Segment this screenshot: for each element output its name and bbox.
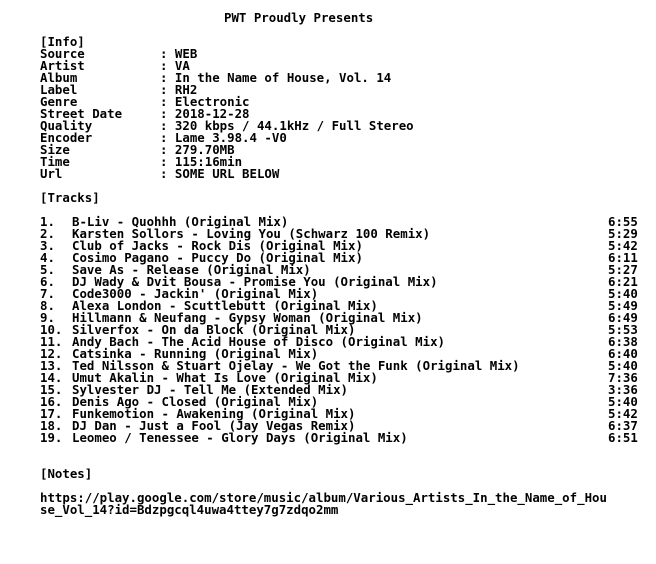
- track-name: Ted Nilsson & Stuart Ojelay - We Got the Funk (Original Mix): [72, 358, 520, 373]
- track-time: 5:27: [608, 262, 638, 277]
- track-name: Hillmann & Neufang - Gypsy Woman (Original Mix): [72, 310, 423, 325]
- track-time: 6:37: [608, 418, 638, 433]
- info-key: Street Date: [40, 106, 123, 121]
- info-key: Size: [40, 142, 70, 157]
- track-name: Silverfox - On da Block (Original Mix): [72, 322, 356, 337]
- track-name: DJ Wady & Dvit Bousa - Promise You (Original Mix): [72, 274, 438, 289]
- track-number: 17.: [40, 406, 63, 421]
- info-key: Album: [40, 70, 78, 85]
- info-value: : 2018-12-28: [160, 106, 250, 121]
- track-number: 18.: [40, 418, 63, 433]
- track-time: 6:21: [608, 274, 638, 289]
- notes-section-label: [Notes]: [40, 466, 93, 481]
- track-number: 9.: [40, 310, 55, 325]
- track-name: Umut Akalin - What Is Love (Original Mix): [72, 370, 378, 385]
- info-section-label: [Info]: [40, 34, 85, 49]
- track-time: 5:49: [608, 298, 638, 313]
- track-time: 5:40: [608, 286, 638, 301]
- track-number: 2.: [40, 226, 55, 241]
- track-name: Denis Ago - Closed (Original Mix): [72, 394, 319, 409]
- track-name: Funkemotion - Awakening (Original Mix): [72, 406, 356, 421]
- track-name: Cosimo Pagano - Puccy Do (Original Mix): [72, 250, 363, 265]
- track-name: Alexa London - Scuttlebutt (Original Mix): [72, 298, 378, 313]
- info-value: : 320 kbps / 44.1kHz / Full Stereo: [160, 118, 414, 133]
- track-number: 8.: [40, 298, 55, 313]
- track-number: 3.: [40, 238, 55, 253]
- track-time: 6:38: [608, 334, 638, 349]
- notes-url-line-2: se_Vol_14?id=Bdzpgcql4uwa4ttey7g7zdqo2mm: [40, 502, 339, 517]
- info-key: Encoder: [40, 130, 93, 145]
- track-time: 5:42: [608, 238, 638, 253]
- track-name: Leomeo / Tenessee - Glory Days (Original Mix): [72, 430, 408, 445]
- page-title: PWT Proudly Presents: [224, 10, 374, 25]
- info-value: : SOME URL BELOW: [160, 166, 280, 181]
- track-time: 5:42: [608, 406, 638, 421]
- track-time: 5:53: [608, 322, 638, 337]
- track-name: DJ Dan - Just a Fool (Jay Vegas Remix): [72, 418, 356, 433]
- track-time: 5:40: [608, 358, 638, 373]
- track-number: 4.: [40, 250, 55, 265]
- info-value: : In the Name of House, Vol. 14: [160, 70, 392, 85]
- track-time: 6:51: [608, 430, 638, 445]
- info-value: : Lame 3.98.4 -V0: [160, 130, 287, 145]
- track-time: 6:11: [608, 250, 638, 265]
- track-name: Sylvester DJ - Tell Me (Extended Mix): [72, 382, 349, 397]
- track-number: 7.: [40, 286, 55, 301]
- track-number: 16.: [40, 394, 63, 409]
- track-number: 5.: [40, 262, 55, 277]
- track-time: 5:40: [608, 394, 638, 409]
- track-row: [40, 430, 638, 445]
- track-time: 6:49: [608, 310, 638, 325]
- track-name: Karsten Sollors - Loving You (Schwarz 100 Remix): [72, 226, 431, 241]
- info-value: : WEB: [160, 46, 198, 61]
- info-key: Artist: [40, 58, 85, 73]
- info-row-url: [40, 168, 279, 180]
- track-number: 12.: [40, 346, 63, 361]
- tracks-section-label: [Tracks]: [40, 190, 100, 205]
- info-value: : Electronic: [160, 94, 250, 109]
- info-value: : 279.70MB: [160, 142, 235, 157]
- info-key: Label: [40, 82, 78, 97]
- track-name: Code3000 - Jackin' (Original Mix): [72, 286, 319, 301]
- track-number: 13.: [40, 358, 63, 373]
- track-name: B-Liv - Quohhh (Original Mix): [72, 214, 289, 229]
- info-key: Quality: [40, 118, 93, 133]
- track-number: 14.: [40, 370, 63, 385]
- track-number: 11.: [40, 334, 63, 349]
- info-key: Source: [40, 46, 85, 61]
- info-key: Genre: [40, 94, 78, 109]
- track-number: 6.: [40, 274, 55, 289]
- track-name: Catsinka - Running (Original Mix): [72, 346, 319, 361]
- track-name: Save As - Release (Original Mix): [72, 262, 311, 277]
- track-name: Andy Bach - The Acid House of Disco (Original Mix): [72, 334, 445, 349]
- track-number: 10.: [40, 322, 63, 337]
- info-value: : RH2: [160, 82, 198, 97]
- track-number: 1.: [40, 214, 55, 229]
- track-number: 19.: [40, 430, 63, 445]
- track-time: 3:36: [608, 382, 638, 397]
- track-time: 7:36: [608, 370, 638, 385]
- notes-url-line-1: https://play.google.com/store/music/album/Various_Artists_In_the_Name_of_Hou: [40, 490, 607, 505]
- track-time: 6:40: [608, 346, 638, 361]
- track-name: Club of Jacks - Rock Dis (Original Mix): [72, 238, 363, 253]
- track-time: 6:55: [608, 214, 638, 229]
- info-row-album: [40, 72, 391, 84]
- info-value: : 115:16min: [160, 154, 243, 169]
- info-key: Time: [40, 154, 70, 169]
- info-key: Url: [40, 166, 63, 181]
- track-time: 5:29: [608, 226, 638, 241]
- track-number: 15.: [40, 382, 63, 397]
- info-value: : VA: [160, 58, 190, 73]
